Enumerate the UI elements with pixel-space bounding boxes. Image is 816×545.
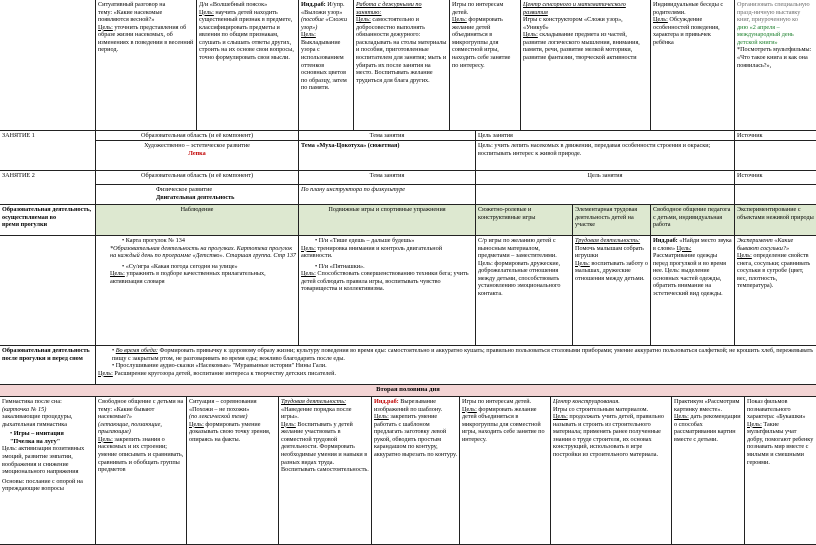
cell-h0 xyxy=(0,397,96,545)
walk-obs-card: • Карта прогулок № 134 xyxy=(122,237,185,244)
lesson1-label-cell xyxy=(0,131,96,171)
walk-h-games xyxy=(299,205,476,236)
a7-goal-label: Цель: xyxy=(653,16,668,24)
walk-h-roleplay xyxy=(476,205,573,236)
row-activities-top xyxy=(0,0,816,131)
a2-goal-label: Цель: xyxy=(199,8,214,16)
walk-label-cell xyxy=(0,205,96,236)
a7-goal: Обсуждение особенностей поведения, характера и привычек ребёнка xyxy=(653,16,720,46)
walk-games-goal2-label: Цель: xyxy=(301,270,316,278)
lesson1-topic-header xyxy=(299,131,476,141)
walk-exp-goal: определение свойств снега, сосульки; сравнивать сосульки в сугробе (цвет, вес, плотность, температура). xyxy=(737,252,811,290)
row-second-half xyxy=(0,385,816,397)
cell-h6 xyxy=(551,397,672,545)
walk-labour-goal-label: Цель: xyxy=(575,259,590,267)
h7-goal: дать рекомендации о способах рассматривания картин вместе с детьми. xyxy=(674,413,741,443)
lesson2-topic-header xyxy=(299,171,476,185)
a3-title: И/упр. «Выложи узор» xyxy=(301,1,345,16)
after-walk-content xyxy=(96,346,816,385)
row-walk-content xyxy=(0,236,816,346)
walk-games-cell xyxy=(299,236,476,346)
cell-a1 xyxy=(96,0,197,131)
cell-h2 xyxy=(187,397,279,545)
cell-h8 xyxy=(745,397,816,545)
lesson1-source-cell xyxy=(735,141,816,171)
h3-goal-label: Цель: xyxy=(281,420,296,428)
lesson1-goal-header-text: Цель занятия xyxy=(478,132,513,139)
lesson1-goal: Цель: учить лепить насекомых в движении, передавая особенности строения и окраски; воспитывать интерес к живой природе. xyxy=(478,142,711,157)
walk-h-experiment-text: Экспериментирование с объектами неживой природы xyxy=(737,206,814,221)
a3-goal-label: Цель: xyxy=(301,31,316,39)
lesson2-label-cell xyxy=(0,171,96,205)
a6-goal: складывание предмета из частей, развитие логического мышления, внимания, памяти, речи, развитие мелкой моторики, развитие фантазии, творческой активности xyxy=(523,31,640,61)
lesson2-topic-cell xyxy=(299,185,476,205)
lesson1-topic-cell xyxy=(299,141,476,171)
a4-title: Работа с дежурными по занятию: xyxy=(356,1,422,16)
after-walk-l2: • Прослушивание аудио-сказки «Насекомые» "Муравьиные истории" Нины Гали. xyxy=(112,362,327,370)
cell-h1 xyxy=(96,397,187,545)
a8-line4: появилась?», xyxy=(737,61,772,69)
lesson2-source-header-text: Источник xyxy=(737,172,763,179)
walk-obs-game: • «Су/игра «Какая погода сегодня на улице» xyxy=(122,262,238,270)
h6-goal: продолжать учить детей, правильно называть и строить из строительного материала; применять ранее полученные знания о труде строителя, их основах конструкций, использовать в игре постройки из строительного материала. xyxy=(553,413,664,458)
walk-h-experiment xyxy=(735,205,816,236)
h5-goal-label: Цель: xyxy=(462,405,477,413)
row-activities-bottom xyxy=(0,397,816,545)
row-lesson-2 xyxy=(0,171,816,205)
lesson1-area: Художественно – эстетическое развитие xyxy=(144,142,250,149)
h4-kind: Инд.раб: xyxy=(374,398,399,405)
h1-note: (летающие, ползающие, прыгающие) xyxy=(98,420,162,436)
walk-labour-goal: воспитывать заботу о малышах, дружеские отношения между детьми. xyxy=(575,259,648,282)
lesson1-area-header xyxy=(96,131,299,141)
walk-h-games-text: Подвижные игры и спортивные упражнения xyxy=(328,206,446,213)
second-half-title: Вторая половина дня xyxy=(376,386,440,393)
h7-goal-label: Цель: xyxy=(674,413,689,421)
lesson2-goal-header-text: Цель занятия xyxy=(587,172,623,179)
h3-goal: Воспитывать у детей желание участвовать в совместной трудовой деятельности. Формировать необходимые умения и навыки в разных видах труда. Воспитывать самостоятельность. xyxy=(281,420,369,474)
lesson2-area-header xyxy=(96,171,299,185)
after-walk-l1: • Во время обеда: Формировать привычку к здоровому образу жизни; культуру поведения во время еды: самостоятельно и аккуратно кушать; правильно пользоваться столовыми приборами; умение аккуратно пользоваться салфеткой; не крошить хлеб, пережевывать пищу с закрытым ртом, не разговаривать во время еды; вежливо благодарить после еды. xyxy=(112,347,814,362)
walk-games-goal1-label: Цель: xyxy=(301,244,316,252)
walk-labour-title: Трудовая деятельность: xyxy=(575,237,641,244)
walk-free-goal: Рассматривание одежды перед прогулкой и во время нее. Цель: выделение основных частей одежды, обратить внимание на эстетический вид одежды. xyxy=(653,252,727,297)
h0-l3: закаливающие процедуры, дыхательная гимнастика xyxy=(2,413,73,428)
a8-line1: Организовать специальную празд-ничную выставку книг, приуроченную ко xyxy=(737,1,810,24)
a5-title: Игры по интересам детей. xyxy=(452,1,504,16)
walk-free-goal-label: Цель: xyxy=(676,244,692,252)
a5-goal-label: Цель: xyxy=(452,16,467,24)
a8-line3: *Посмотреть мультфильмы: «Что такое книга и как она xyxy=(737,46,812,61)
walk-h-observation-text: Наблюдение xyxy=(180,206,214,213)
walk-h-labour xyxy=(573,205,651,236)
cell-h4 xyxy=(372,397,460,545)
walk-h-roleplay-text: Сюжетно-ролевые и конструктивные игры xyxy=(478,206,536,221)
walk-h-free xyxy=(651,205,735,236)
cell-a3 xyxy=(299,0,354,131)
a2-line1: Д/и «Волшебный поясок» xyxy=(199,1,268,8)
after-walk-label xyxy=(0,346,96,385)
lesson2-goal-cell xyxy=(476,185,735,205)
cell-h5 xyxy=(460,397,551,545)
lesson2-activity: Двигательная деятельность xyxy=(156,193,235,201)
h2-title: Ситуация – соревнования «Похожи – не похожи» xyxy=(189,398,257,413)
walk-roleplay-cell xyxy=(476,236,573,346)
row-after-walk xyxy=(0,346,816,385)
walk-label-line3: время прогулки xyxy=(2,221,48,229)
second-half-banner xyxy=(0,385,816,397)
h5-title: Игры по интересам детей. xyxy=(462,398,532,405)
lesson1-source-header-text: Источник xyxy=(737,132,763,139)
after-walk-label-l2: после прогулки и перед сном xyxy=(2,354,83,362)
a1-line2: тему: «Какие насекомые xyxy=(98,8,163,16)
lesson1-topic-header-text: Тема занятия xyxy=(369,132,405,139)
walk-games-game1: • П/и «Тише едешь – дальше будешь» xyxy=(315,237,415,244)
walk-exp-title: Эксперимент «Какие бывают сосульки?» xyxy=(737,237,794,252)
h0-l1: Гимнастика после сна: xyxy=(2,398,62,405)
lesson2-area: Физическое развитие xyxy=(156,186,213,193)
lesson2-topic-header-text: Тема занятия xyxy=(369,172,405,179)
h8-goal: Такие мультфильмы учат добру, помогают ребенку познавать мир вместе с милыми и смешными героями. xyxy=(747,420,814,466)
cell-h3 xyxy=(279,397,372,545)
cell-a6 xyxy=(521,0,651,131)
walk-h-free-text: Свободное общение педагога с детьми, индивидуальная работа xyxy=(653,206,731,229)
h7-title: Практикум «Рассмотрим картинку вместе». xyxy=(674,398,740,413)
walk-observation-cell xyxy=(96,236,299,346)
cell-a0 xyxy=(0,0,96,131)
walk-label-line2: осуществляемая во xyxy=(2,213,57,221)
a7-title: Индивидуальные беседы с родителями. xyxy=(653,1,724,16)
walk-free-title: «Найди место звука в слове» xyxy=(653,237,732,252)
a4-goal: самостоятельно и добросовестно выполнять обязанности дежурного: раскладывать на столы материалы и пособия, приготовленные воспитателем для занятия; мыть и убирать их после занятия на место. Воспитывать желание трудиться для блага других. xyxy=(356,16,447,84)
h0-l7: Основы: послание с опорой на упреждающие вопросы xyxy=(2,477,83,493)
a3-note: (пособие «Сложи узор») xyxy=(301,16,348,31)
a4-goal-label: Цель: xyxy=(356,16,371,24)
lesson1-topic: Тема «Муха-Цокотуха» (сюжетная) xyxy=(301,142,400,149)
a1-line1: Ситуативный разговор на xyxy=(98,1,166,8)
h6-title: Центр конструирования. xyxy=(553,398,620,405)
a1-line3: появляются весной?» xyxy=(98,16,155,24)
lesson1-area-header-text: Образовательная область (и её компонент) xyxy=(140,132,253,139)
cell-a7 xyxy=(651,0,735,131)
h6-goal-label: Цель: xyxy=(553,413,568,421)
h2-note: (по лексической теме) xyxy=(189,413,248,421)
lesson2-source-header xyxy=(735,171,816,185)
h1-goal: закрепить знания о насекомых и их строении; умение описывать и сравнивать, сравнивать и обобщать группы предметов xyxy=(98,435,184,474)
walk-h-observation xyxy=(96,205,299,236)
lesson2-goal-header xyxy=(476,171,735,185)
a2-goal: научить детей находить существенный признак в предмете, классифицировать предметы и явления по общим признакам, слушать и слышать ответы других, строить на их основе свои вопросы, точно формулировать свои мысли. xyxy=(199,8,294,61)
a3-kind: Инд.раб: xyxy=(301,1,326,8)
walk-free-kind: Инд.раб: xyxy=(653,237,678,244)
lesson2-topic: По плану инструктора по физкультуре xyxy=(301,186,406,193)
a6-title: Центр сенсорного и математического развития xyxy=(523,1,626,16)
lesson1-label: ЗАНЯТИЕ 1 xyxy=(2,132,35,139)
h4-goal-label: Цель: xyxy=(374,413,389,421)
row-walk-headers xyxy=(0,205,816,236)
lesson2-source-cell xyxy=(735,185,816,205)
a6-line: Игры с конструктором «Сложи узор», «Уникуб» xyxy=(523,16,623,31)
cell-a5 xyxy=(450,0,521,131)
walk-free-cell xyxy=(651,236,735,346)
h8-goal-label: Цель: xyxy=(747,420,762,428)
h1-goal-label: Цель: xyxy=(98,435,113,443)
lesson1-area-cell xyxy=(96,141,299,171)
a3-goal: Выкладывание узора с использованием оттенков основных цветов по образцу, затем по памяти. xyxy=(301,38,347,92)
h3-title: Трудовая деятельность: xyxy=(281,398,347,405)
walk-obs-goal: упражнять в подборе качественных прилагательных, активизация словаря xyxy=(110,270,266,285)
h0-l4: • Игры – имитация xyxy=(10,430,64,438)
lesson1-source-header xyxy=(735,131,816,141)
walk-games-goal2: Способствовать совершенствованию техники бега; учить детей соблюдать правила игры, воспитывать чувство товарищества и коллективизма. xyxy=(301,270,469,293)
h0-l6: Цель: активизация позитивных эмоций, развитие эмпатии, воображения и снижение эмоционального напряжения xyxy=(2,445,85,476)
h8-title: Показ фильмов познавательного характера: «Букашки» xyxy=(747,398,806,421)
a8-line2: дню «2 апреля – международный день детской книги» xyxy=(737,23,794,46)
cell-a2 xyxy=(197,0,299,131)
a6-goal-label: Цель: xyxy=(523,31,538,39)
h0-l5: "Пчелка на лугу" xyxy=(10,437,61,445)
h5-goal: формировать желание детей объединяться в микрогруппы для совместной игры, находить себе занятие по интересу. xyxy=(462,405,545,443)
a1-goal: уточнить представления об образе жизни насекомых, об изменениях в поведении в весенний период. xyxy=(98,23,194,54)
h4-goal: закрепить умение работать с шаблоном предлагать заготовку левой рукой, обводить простым карандашом по контуру, аккуратно вырезать по контуру. xyxy=(374,413,457,458)
a1-goal-label: Цель: xyxy=(98,23,113,31)
walk-labour-cell xyxy=(573,236,651,346)
walk-roleplay-text: С/р игры по желанию детей с выносным материалом, предметами – заместителями. Цель: формировать дружеские, доброжелательные отношения между детьми, способствовать установлению эмоционального контакта. xyxy=(478,237,561,297)
h3-task: «Наведение порядка после игры». xyxy=(281,405,352,421)
row-lesson-1 xyxy=(0,131,816,171)
cell-a8 xyxy=(735,0,816,131)
after-walk-label-l1: Образовательная деятельность xyxy=(2,347,90,354)
lesson1-goal-header xyxy=(476,131,735,141)
walk-labour-task: Помочь малышам собрать игрушки xyxy=(575,244,644,260)
h2-goal: формировать умение доказывать свою точку зрения, опираясь на факты. xyxy=(189,420,271,443)
lesson2-label: ЗАНЯТИЕ 2 xyxy=(2,172,35,179)
cell-h7 xyxy=(672,397,745,545)
lesson1-goal-cell xyxy=(476,141,735,171)
h0-l2: (карточка № 15) xyxy=(2,405,47,413)
a5-goal: формировать желание детей объединяться в микрогруппы для совместной игры, находить себе занятие по интересу. xyxy=(452,16,511,69)
lesson1-activity: Лепка xyxy=(188,149,206,157)
walk-label-line1: Образовательная деятельность, xyxy=(2,206,92,213)
walk-games-goal1: тренировка внимания и контроль двигательной активности. xyxy=(301,244,443,260)
h2-goal-label: Цель: xyxy=(189,420,204,428)
walk-experiment-cell xyxy=(735,236,816,346)
lesson2-area-cell xyxy=(96,185,299,205)
h4-title: Вырезывание изображений по шаблону. xyxy=(374,398,443,413)
h1-title: Свободное общение с детьми на тему: «Какие бывают насекомые?» xyxy=(98,398,184,421)
after-walk-l3: Цель: Расширение кругозора детей, воспитание интереса к творчеству детских писателей. xyxy=(98,369,337,377)
walk-obs-source: *Образовательная деятельность на прогулках. Картотека прогулок на каждый день по программе «Детство». Старшая группа. Стр 137 xyxy=(110,244,297,260)
walk-content-label xyxy=(0,236,96,346)
walk-h-labour-text: Элементарная трудовая деятельность детей на участке xyxy=(575,206,638,229)
h6-line: Игры со строительным материалом. xyxy=(553,405,649,413)
walk-games-game2: • П/и «Пятнашки». xyxy=(315,262,365,270)
walk-obs-goal-label: Цель: xyxy=(110,270,125,278)
lesson2-area-header-text: Образовательная область (и её компонент) xyxy=(140,172,253,179)
walk-exp-goal-label: Цель: xyxy=(737,252,752,260)
cell-a4 xyxy=(354,0,450,131)
